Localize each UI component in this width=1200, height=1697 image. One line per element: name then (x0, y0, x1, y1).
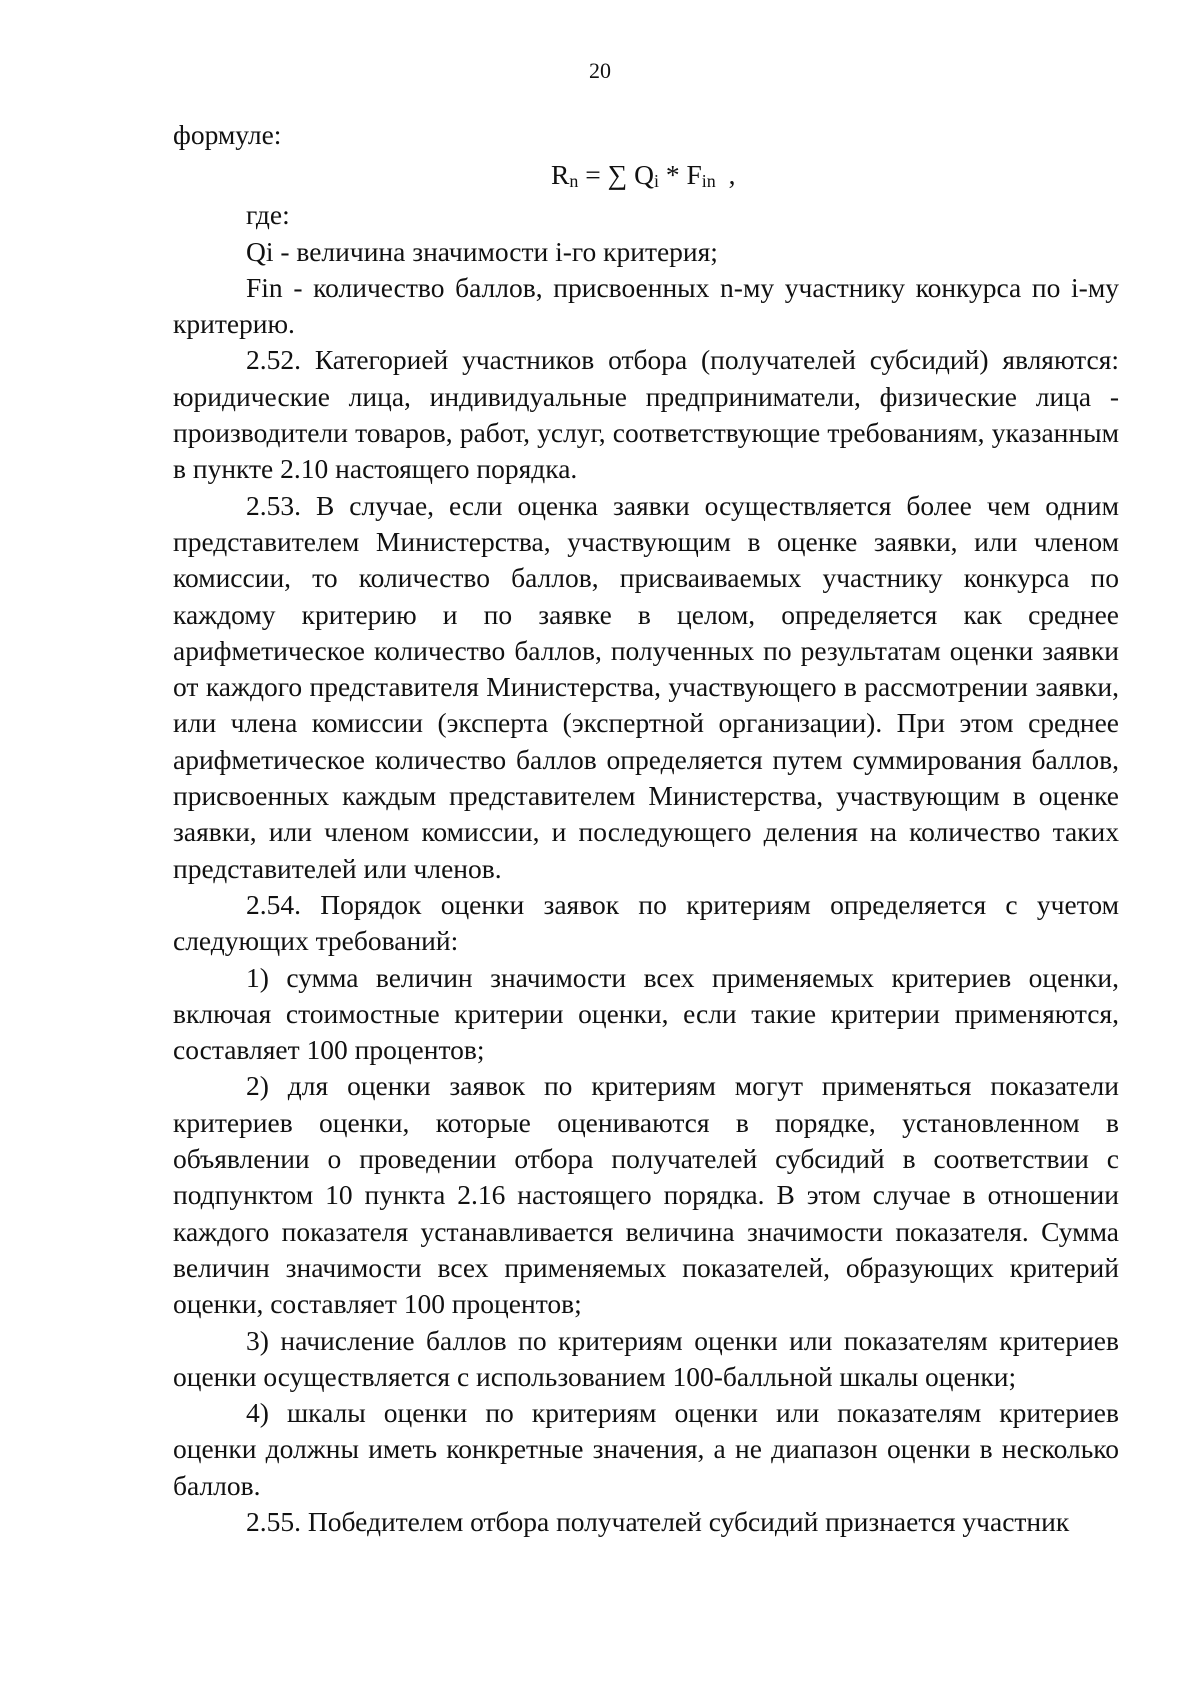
document-body (173, 117, 1119, 1540)
formula-r: R (551, 159, 570, 191)
paragraph-qi-definition: Qi - величина значимости i-го критерия; (246, 235, 718, 267)
paragraph-2-52: 2.52. Категорией участников отбора (получателей субсидий) являются: юридические лица, индивидуальные предприниматели, физические лица - производители товаров, работ, услуг, соответствующие требованиям, указанным в пункте 2.10 настоящего порядка. (173, 344, 1119, 485)
page-number: 20 (589, 58, 611, 83)
formula-f-subscript: in (701, 171, 716, 192)
list-item-1: 1) сумма величин значимости всех применяемых критериев оценки, включая стоимостные критерии оценки, если такие критерии применяются, составляет 100 процентов; (173, 961, 1119, 1066)
formula-sum: = ∑ Q (578, 159, 654, 191)
formula-r-subscript: n (569, 171, 579, 192)
paragraph-intro: формуле: (173, 119, 282, 150)
paragraph-2-55: 2.55. Победителем отбора получателей субсидий признается участник (246, 1505, 1070, 1537)
formula (173, 153, 1119, 197)
formula-tail: , (721, 159, 736, 191)
list-item-4: 4) шкалы оценки по критериям оценки или показателям критериев оценки должны иметь конкретные значения, а не диапазон оценки в несколько баллов. (173, 1397, 1119, 1501)
list-item-3: 3) начисление баллов по критериям оценки или показателям критериев оценки осуществляется с использованием 100-балльной шкалы оценки; (173, 1324, 1119, 1392)
paragraph-where: где: (246, 199, 290, 231)
paragraph-2-53: 2.53. В случае, если оценка заявки осуществляется более чем одним представителем Министерства, участвующим в оценке заявки, или членом комиссии, то количество баллов, присваиваемых участнику конкурса по каждому критерию и по заявке в целом, определяется как среднее арифметическое количество баллов, полученных по результатам оценки заявки от каждого представителя Министерства, участвующего в рассмотрении заявки, или члена комиссии (эксперта (экспертной организации). При этом среднее арифметическое количество баллов определяется путем суммирования баллов, присвоенных каждым представителем Министерства, участвующим в оценке заявки, или членом комиссии, и последующего деления на количество таких представителей или членов. (173, 489, 1119, 884)
paragraph-2-54: 2.54. Порядок оценки заявок по критериям определяется с учетом следующих требований: (173, 888, 1119, 957)
formula-times-f: * F (658, 159, 702, 191)
paragraph-fin-definition: Fin - количество баллов, присвоенных n-му участнику конкурса по i-му критерию. (173, 271, 1119, 340)
formula-q-subscript: i (653, 171, 659, 192)
list-item-2: 2) для оценки заявок по критериям могут применяться показатели критериев оценки, которые оцениваются в порядке, установленном в объявлении о проведении отбора получателей субсидий в соответствии с подпунктом 10 пункта 2.16 настоящего порядка. В этом случае в отношении каждого показателя устанавливается величина значимости показателя. Сумма величин значимости всех применяемых показателей, образующих критерий оценки, составляет 100 процентов; (173, 1070, 1119, 1320)
